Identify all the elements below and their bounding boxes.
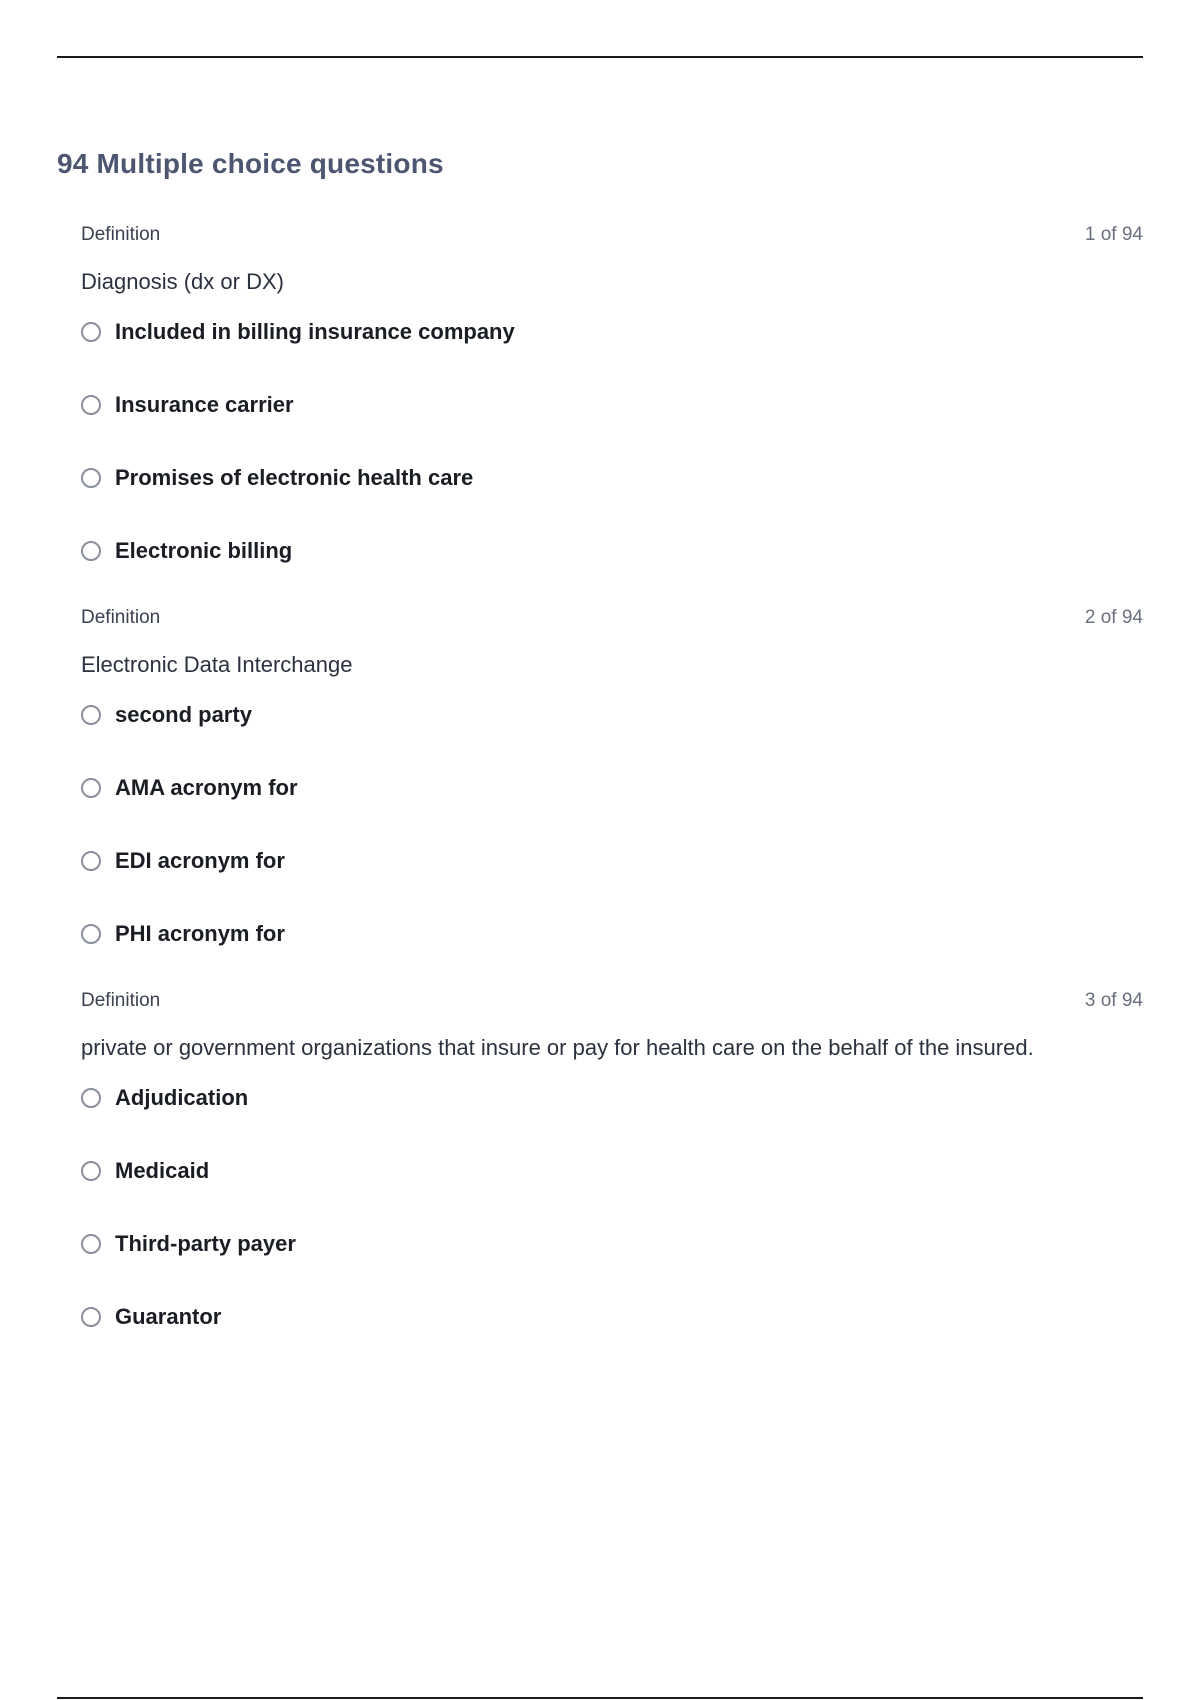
question-prompt: Diagnosis (dx or DX) (81, 269, 284, 294)
question-prompt: private or government organizations that insure or pay for health care on the behalf of the insured. (81, 1035, 1034, 1060)
answer-option[interactable] (81, 770, 1143, 806)
answer-option-label: Insurance carrier (115, 392, 294, 417)
radio-button-icon[interactable] (81, 395, 101, 415)
answer-option-label: second party (115, 702, 252, 727)
answer-option-label: AMA acronym for (115, 775, 298, 800)
section-title: 94 Multiple choice questions (57, 148, 444, 179)
answer-option[interactable] (81, 1080, 1143, 1116)
answer-options (81, 1080, 1143, 1335)
answer-option[interactable] (81, 916, 1143, 952)
answer-option-label: PHI acronym for (115, 921, 285, 946)
question-kind-label: Definition (81, 607, 161, 628)
answer-option[interactable] (81, 697, 1143, 733)
question-kind-label: Definition (81, 224, 161, 245)
radio-button-icon[interactable] (81, 468, 101, 488)
question-counter: 1 of 94 (1084, 224, 1143, 245)
answer-option[interactable] (81, 460, 1143, 496)
answer-option-label: Included in billing insurance company (115, 319, 515, 344)
radio-button-icon[interactable] (81, 322, 101, 342)
question-header (81, 607, 1143, 635)
answer-option-label: Medicaid (115, 1158, 210, 1183)
radio-button-icon[interactable] (81, 1234, 101, 1254)
answer-option[interactable] (81, 1226, 1143, 1262)
radio-button-icon[interactable] (81, 705, 101, 725)
answer-option[interactable] (81, 843, 1143, 879)
answer-option[interactable] (81, 387, 1143, 423)
question-prompt: Electronic Data Interchange (81, 652, 353, 677)
question-list (81, 224, 1143, 1373)
answer-option[interactable] (81, 533, 1143, 569)
answer-option-label: Guarantor (115, 1304, 222, 1329)
question-header (81, 990, 1143, 1018)
radio-button-icon[interactable] (81, 541, 101, 561)
question-counter: 2 of 94 (1084, 607, 1143, 628)
radio-button-icon[interactable] (81, 924, 101, 944)
answer-option-label: EDI acronym for (115, 848, 285, 873)
radio-button-icon[interactable] (81, 778, 101, 798)
question-card (81, 990, 1143, 1335)
answer-option-label: Electronic billing (115, 538, 293, 563)
question-card (81, 224, 1143, 569)
question-header (81, 224, 1143, 252)
question-card (81, 607, 1143, 952)
top-divider (57, 56, 1143, 58)
answer-option[interactable] (81, 314, 1143, 350)
answer-option-label: Third-party payer (115, 1231, 296, 1256)
question-counter: 3 of 94 (1084, 990, 1143, 1011)
question-kind-label: Definition (81, 990, 161, 1011)
answer-options (81, 314, 1143, 569)
radio-button-icon[interactable] (81, 1088, 101, 1108)
answer-option-label: Promises of electronic health care (115, 465, 474, 490)
answer-option-label: Adjudication (115, 1085, 249, 1110)
answer-option[interactable] (81, 1299, 1143, 1335)
answer-options (81, 697, 1143, 952)
answer-option[interactable] (81, 1153, 1143, 1189)
radio-button-icon[interactable] (81, 1307, 101, 1327)
radio-button-icon[interactable] (81, 1161, 101, 1181)
bottom-divider (57, 1697, 1143, 1699)
radio-button-icon[interactable] (81, 851, 101, 871)
